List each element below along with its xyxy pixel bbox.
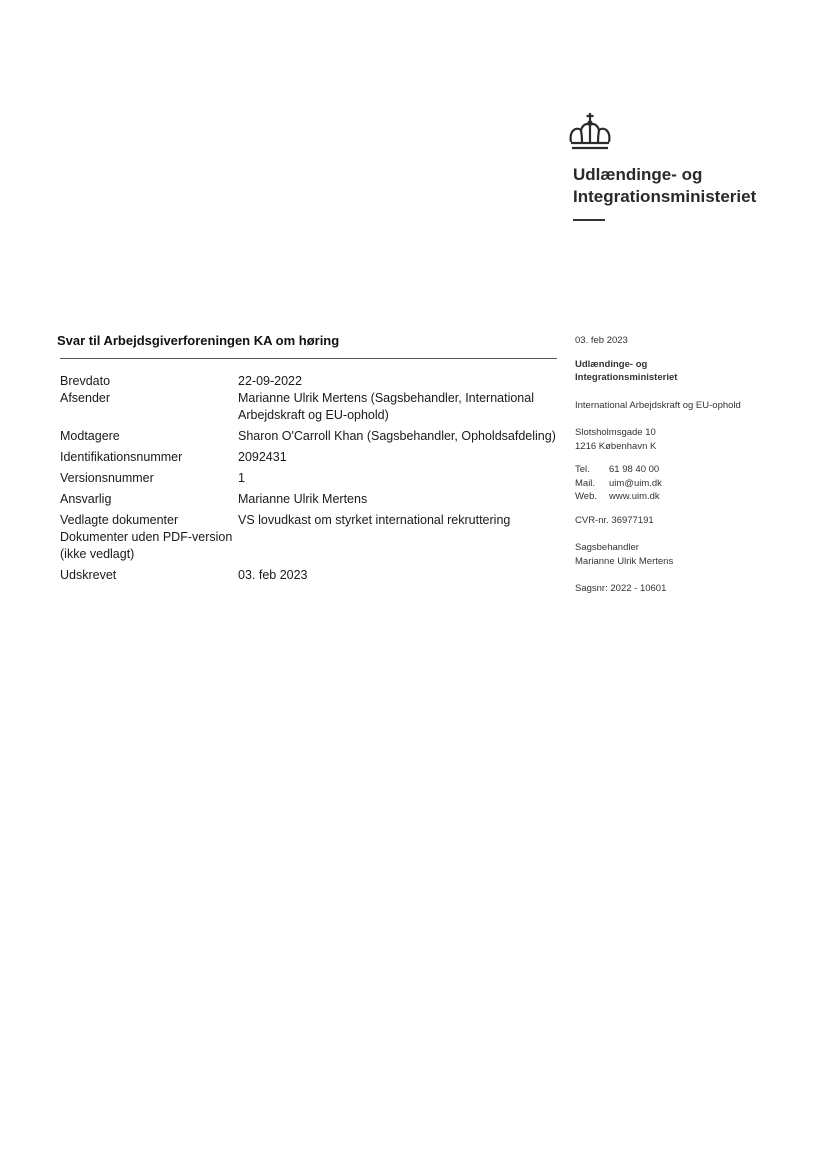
contact-key: Tel. [575,464,590,475]
cvr-number: CVR-nr. 36977191 [575,514,654,526]
address-line1: Slotsholmsgade 10 [575,427,656,438]
contact-web [575,490,815,504]
contact-key: Web. [575,491,598,502]
field-label: Afsender [60,391,111,405]
metadata-row [60,466,560,487]
ministry-name [573,164,756,208]
field-label: Dokumenter uden PDF-version (ikke vedlagt) [60,530,233,561]
contact-value: uim@uim.dk [609,477,662,489]
case-number: Sagsnr: 2022 - 10601 [575,583,667,594]
department: International Arbejdskraft og EU-ophold [575,399,741,411]
field-value: VS lovudkast om styrket international rekruttering [238,513,511,527]
contact-value: 61 98 40 00 [609,464,660,475]
field-label: Ansvarlig [60,492,112,506]
contact-value: www.uim.dk [609,491,660,502]
field-value: 22-09-2022 [238,374,302,388]
field-value: Marianne Ulrik Mertens [238,492,368,506]
metadata-row [60,487,560,508]
field-value [238,529,560,563]
caseworker-name: Marianne Ulrik Mertens [575,555,674,567]
field-label: Versionsnummer [60,471,154,485]
title-divider [60,358,557,359]
metadata-row [60,424,560,445]
field-value: Marianne Ulrik Mertens (Sagsbehandler, International Arbejdskraft og EU-ophold) [238,391,534,422]
ministry-underline [573,219,605,221]
contact-mail [575,477,815,491]
metadata-row [60,508,560,529]
metadata-row [60,445,560,466]
field-value: 2092431 [238,450,287,464]
field-label: Vedlagte dokumenter [60,513,179,527]
org-name-line2: Integrationsministeriet [575,372,678,383]
address-line2: 1216 København K [575,440,657,452]
field-label: Brevdato [60,374,111,388]
field-value: 03. feb 2023 [238,568,308,582]
letter-date: 03. feb 2023 [575,335,628,346]
metadata-row [60,529,560,563]
field-value: Sharon O'Carroll Khan (Sagsbehandler, Opholdsafdeling) [238,429,556,443]
field-value: 1 [238,471,245,485]
document-metadata-table [60,373,560,584]
metadata-row [60,373,560,390]
metadata-row [60,390,560,424]
document-title: Svar til Arbejdsgiverforeningen KA om høring [57,333,340,348]
contact-key: Mail. [575,477,596,489]
field-label: Modtagere [60,429,120,443]
ministry-name-line1: Udlændinge- og [573,165,703,184]
crown-logo [565,112,615,152]
field-label: Identifikationsnummer [60,450,183,464]
contact-phone [575,463,815,477]
caseworker-label: Sagsbehandler [575,542,639,553]
ministry-name-line2: Integrationsministeriet [573,187,757,206]
field-label: Udskrevet [60,568,117,582]
metadata-row [60,563,560,584]
org-name-line1: Udlændinge- og [575,358,648,370]
sender-info-panel [575,334,815,596]
